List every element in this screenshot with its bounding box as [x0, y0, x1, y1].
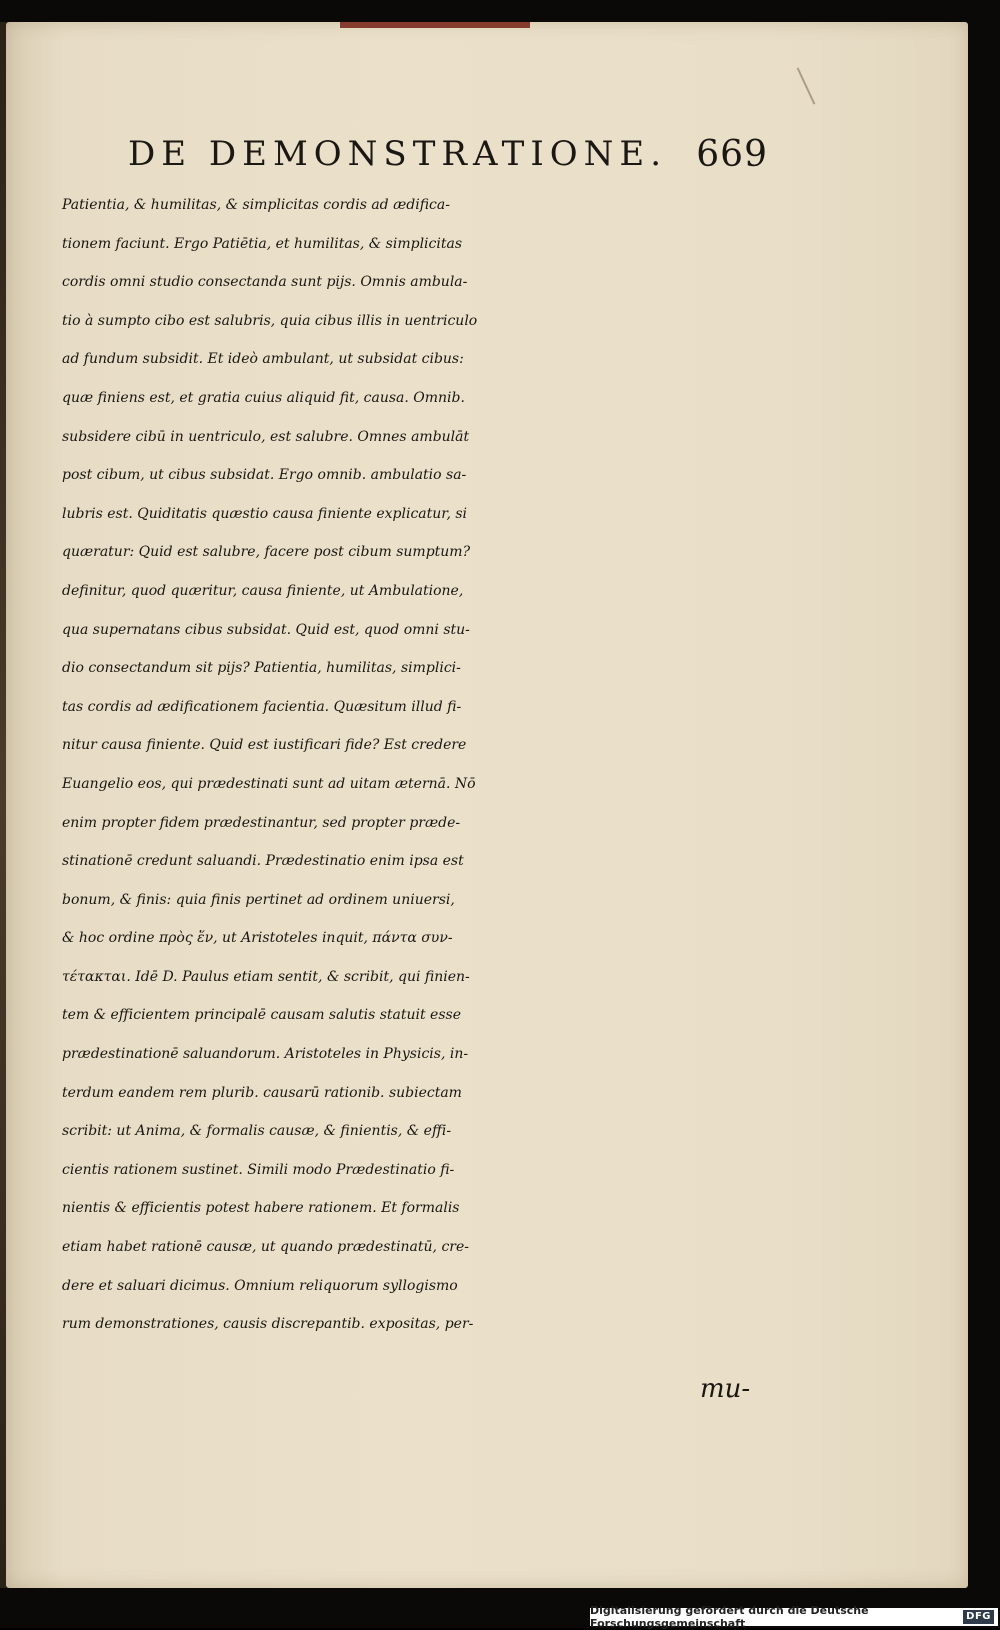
text-line: qua supernatans cibus subsidat. Quid est, quod omni stu-	[62, 621, 470, 638]
text-line: quæratur: Quid est salubre, facere post cibum sumptum?	[62, 544, 471, 561]
text-line: tas cordis ad ædificationem facientia. Quæsitum illud fi-	[62, 698, 462, 715]
running-head-title: DE DEMONSTRATIONE.	[128, 134, 668, 174]
page-number: 669	[696, 133, 768, 175]
text-line: ad fundum subsidit. Et ideò ambulant, ut subsidat cibus:	[62, 351, 464, 368]
text-line: stinationē credunt saluandi. Prædestinatio enim ipsa est	[62, 853, 464, 870]
page-edge-stain	[340, 22, 530, 28]
text-line: τέτακται. Idē D. Paulus etiam sentit, & scribit, qui finien-	[62, 968, 470, 985]
text-line: tio à sumpto cibo est salubris, quia cibus illis in uentriculo	[62, 312, 478, 329]
text-line: dere et saluari dicimus. Omnium reliquorum syllogismo	[62, 1277, 458, 1294]
text-line: nientis & efficientis potest habere rationem. Et formalis	[62, 1200, 460, 1217]
text-line: lubris est. Quiditatis quæstio causa finiente explicatur, si	[62, 505, 468, 522]
text-line: dio consectandum sit pijs? Patientia, humilitas, simplici-	[62, 660, 461, 677]
text-line: tem & efficientem principalē causam salutis statuit esse	[62, 1007, 461, 1024]
text-line: definitur, quod quæritur, causa finiente, ut Ambulatione,	[62, 582, 464, 599]
text-line: etiam habet rationē causæ, ut quando prædestinatū, cre-	[62, 1239, 469, 1256]
catchword: mu-	[700, 1374, 751, 1404]
text-line: bonum, & finis: quia finis pertinet ad ordinem uniuersi,	[62, 891, 455, 908]
text-line: prædestinationē saluandorum. Aristoteles in Physicis, in-	[62, 1046, 469, 1063]
text-line: cordis omni studio consectanda sunt pijs. Omnis ambula-	[62, 274, 468, 291]
text-line: nitur causa finiente. Quid est iustificari fide? Est credere	[62, 737, 467, 754]
text-line: Euangelio eos, qui prædestinati sunt ad uitam æternā. Nō	[62, 775, 476, 792]
text-line: rum demonstrationes, causis discrepantib. expositas, per-	[62, 1316, 474, 1333]
running-header	[128, 128, 768, 180]
text-line: terdum eandem rem plurib. causarū rationib. subiectam	[62, 1084, 462, 1101]
text-line: enim propter fidem prædestinantur, sed propter præde-	[62, 814, 461, 831]
text-line: quæ finiens est, et gratia cuius aliquid fit, causa. Omnib.	[62, 389, 465, 406]
text-line: Patientia, & humilitas, & simplicitas cordis ad ædifica-	[62, 197, 450, 213]
binding-shadow	[0, 22, 6, 1588]
text-line: cientis rationem sustinet. Simili modo Prædestinatio fi-	[62, 1161, 455, 1178]
dfg-logo-icon: DFG	[963, 1610, 994, 1624]
text-line: tionem faciunt. Ergo Patiētia, et humilitas, & simplicitas	[62, 235, 462, 252]
digitization-credit	[590, 1604, 998, 1630]
text-line: scribit: ut Anima, & formalis causæ, & finientis, & effi-	[62, 1123, 452, 1140]
text-line: & hoc ordine πρὸς ἕν, ut Aristoteles inquit, πάντα συν-	[62, 930, 453, 947]
credit-text: Digitalisierung gefördert durch die Deutsche Forschungsgemeinschaft	[590, 1604, 869, 1630]
text-line: subsidere cibū in uentriculo, est salubre. Omnes ambulāt	[62, 428, 470, 445]
body-text	[62, 186, 782, 1344]
text-line: post cibum, ut cibus subsidat. Ergo omnib. ambulatio sa-	[62, 467, 467, 484]
